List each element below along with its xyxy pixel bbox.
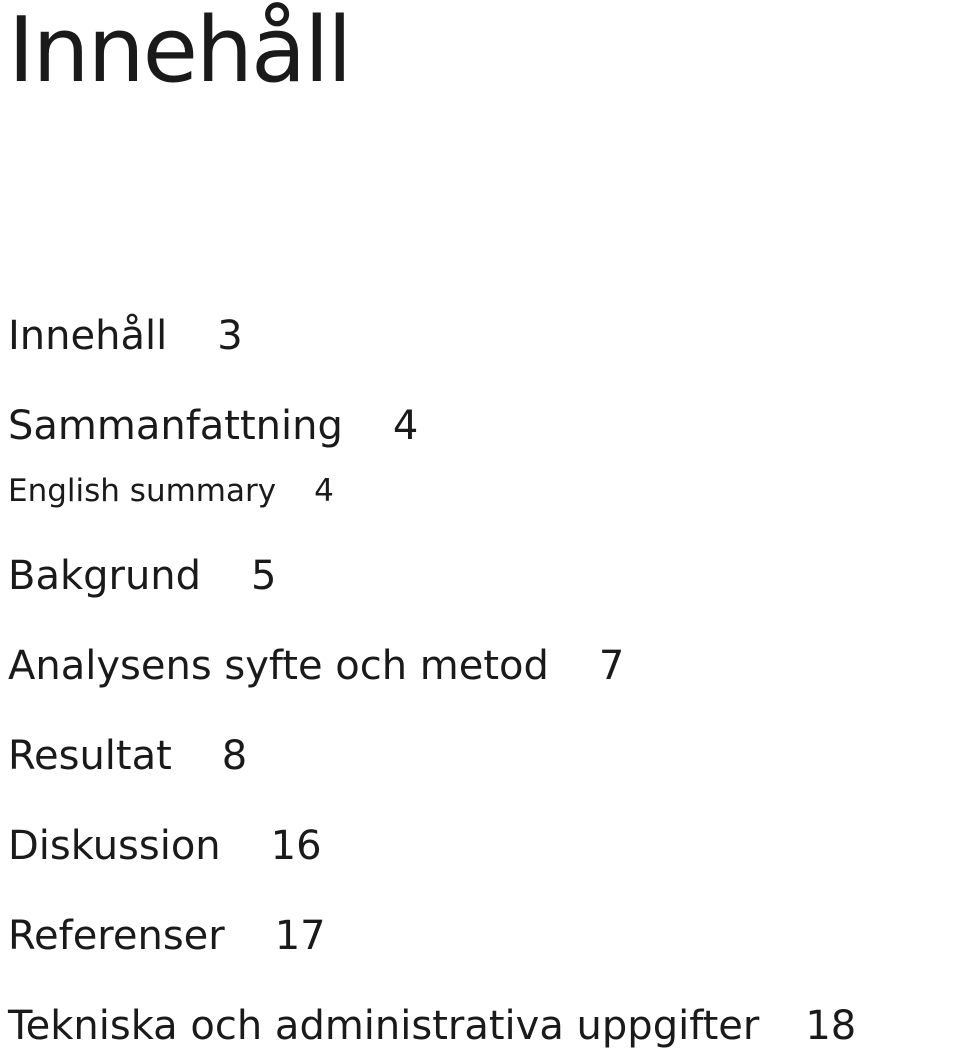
toc-entry-title: Sammanfattning	[8, 403, 343, 449]
toc-entry-analysens-syfte-och-metod[interactable]	[8, 638, 624, 694]
toc-entry-title: Resultat	[8, 733, 172, 779]
toc-entry-referenser[interactable]	[8, 908, 326, 964]
toc-entry-sammanfattning[interactable]	[8, 398, 418, 454]
toc-entry-english-summary[interactable]	[8, 469, 334, 513]
toc-entry-tekniska-och-administrativa-uppgifter[interactable]	[8, 998, 856, 1054]
toc-entry-page-number: 7	[598, 643, 625, 689]
toc-entry-page-number: 8	[221, 733, 248, 779]
toc-entry-page-number: 16	[270, 823, 322, 869]
toc-entry-title: Referenser	[8, 913, 225, 959]
toc-entry-page-number: 5	[251, 553, 277, 599]
toc-entry-page-number: 17	[274, 913, 326, 959]
toc-entry-resultat[interactable]	[8, 728, 247, 784]
toc-entry-title: English summary	[8, 473, 277, 509]
toc-entry-bakgrund[interactable]	[8, 548, 277, 604]
toc-entry-title: Analysens syfte och metod	[8, 643, 549, 689]
toc-entry-page-number: 4	[314, 473, 334, 509]
toc-entry-title: Tekniska och administrativa uppgifter	[8, 1003, 760, 1049]
page-title: Innehåll	[8, 0, 351, 103]
toc-entry-title: Bakgrund	[8, 553, 202, 599]
toc-entry-innehall[interactable]	[8, 308, 243, 364]
toc-entry-page-number: 18	[805, 1003, 857, 1049]
toc-entry-title: Innehåll	[8, 313, 168, 359]
toc-entry-page-number: 3	[217, 313, 243, 359]
toc-entry-diskussion[interactable]	[8, 818, 322, 874]
toc-entry-title: Diskussion	[8, 823, 221, 869]
toc-entry-page-number: 4	[392, 403, 419, 449]
